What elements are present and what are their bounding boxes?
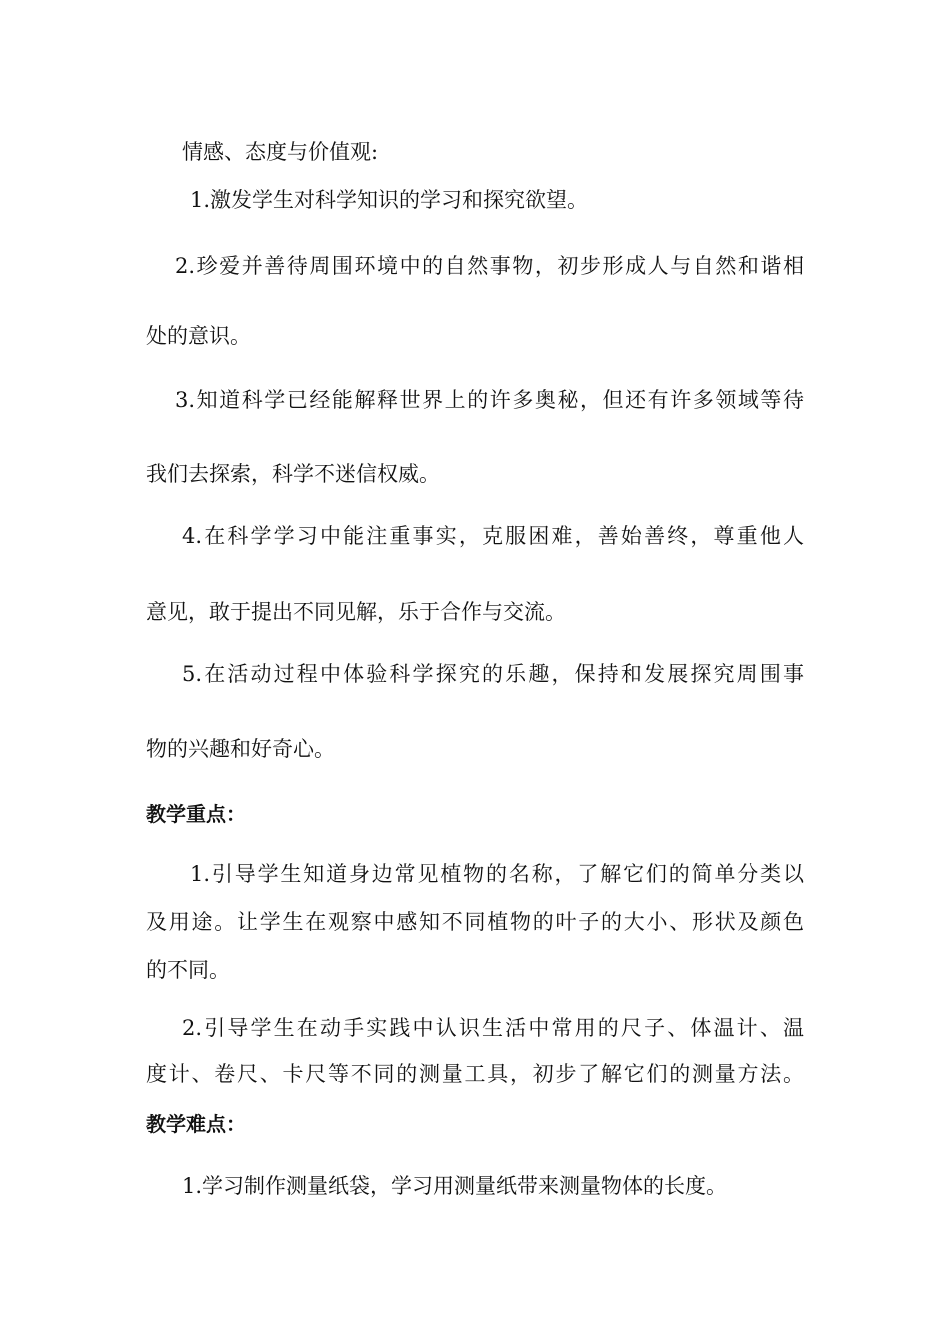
attitude-item-4-line-1: 4.在科学学习中能注重事实，克服困难，善始善终，尊重他人	[182, 524, 804, 548]
attitude-item-3-line-2: 我们去探索，科学不迷信权威。	[146, 462, 440, 486]
attitude-item-5-line-1: 5.在活动过程中体验科学探究的乐趣，保持和发展探究周围事	[182, 662, 804, 686]
key-point-2-line-1: 2.引导学生在动手实践中认识生活中常用的尺子、体温计、温	[182, 1016, 804, 1040]
key-point-1-line-1: 1.引导学生知道身边常见植物的名称，了解它们的简单分类以	[190, 862, 804, 886]
difficult-point-1: 1.学习制作测量纸袋，学习用测量纸带来测量物体的长度。	[182, 1174, 728, 1198]
attitude-item-3-line-1: 3.知道科学已经能解释世界上的许多奥秘，但还有许多领域等待	[175, 388, 804, 412]
key-point-1-line-3: 的不同。	[146, 958, 230, 982]
section-title-attitude: 情感、态度与价值观:	[182, 140, 379, 164]
attitude-item-5-line-2: 物的兴趣和好奇心。	[146, 737, 335, 761]
key-point-1-line-2: 及用途。让学生在观察中感知不同植物的叶子的大小、形状及颜色	[146, 910, 804, 934]
attitude-item-1: 1.激发学生对科学知识的学习和探究欲望。	[190, 188, 589, 212]
attitude-item-2-line-1: 2.珍爱并善待周围环境中的自然事物，初步形成人与自然和谐相	[175, 254, 804, 278]
key-point-2-line-2: 度计、卷尺、卡尺等不同的测量工具，初步了解它们的测量方法。	[146, 1062, 804, 1086]
attitude-item-4-line-2: 意见，敢于提出不同见解，乐于合作与交流。	[146, 600, 566, 624]
attitude-item-2-line-2: 处的意识。	[146, 324, 251, 348]
section-title-key-points: 教学重点：	[146, 802, 246, 826]
section-title-difficult-points: 教学难点：	[146, 1112, 246, 1136]
